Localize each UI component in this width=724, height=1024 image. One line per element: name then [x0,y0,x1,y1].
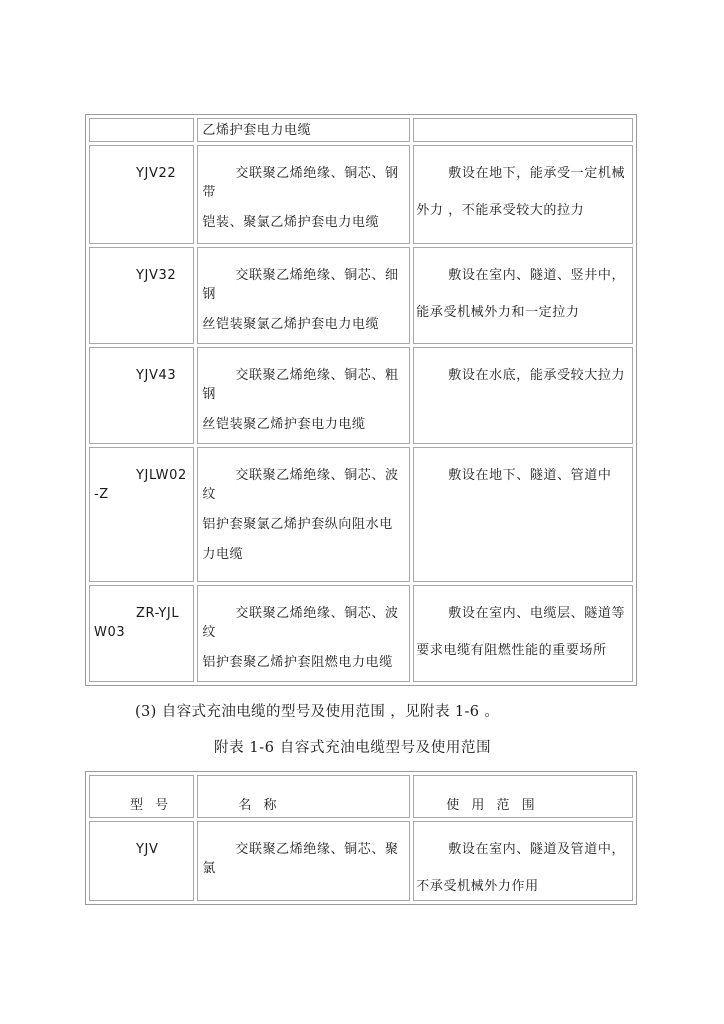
header-cell-name [197,775,410,818]
table-row [89,447,633,582]
usage-text: 敷设在室内、隧道及管道中， [448,842,626,857]
model-text: ZR-YJLW03 [94,606,180,640]
name-text: 力电缆 [202,547,244,562]
usage-text: 外力 ，不能承受较大的拉力 [416,203,585,218]
usage-cell [413,247,633,344]
name-text: 交联聚乙烯绝缘、铜芯、钢带 [202,166,399,200]
model-cell [89,821,194,901]
name-cell [197,145,410,244]
header-label: 型 号 [130,798,173,813]
usage-text: 要求电缆有阻燃性能的重要场所 [416,643,607,658]
usage-cell [413,821,633,901]
usage-cell [413,145,633,244]
table-row [89,247,633,344]
usage-text: 敷设在室内、隧道、竖井中， [448,268,626,283]
model-cell [89,247,194,344]
model-cell [89,145,194,244]
usage-text: 敷设在水底，能承受较大拉力 [448,368,626,383]
usage-text: 不承受机械外力作用 [416,879,539,894]
header-cell-usage [413,775,633,818]
name-text: 铠装、聚氯乙烯护套电力电缆 [202,215,380,230]
name-text: 乙烯护套电力电缆 [202,123,312,138]
table-row [89,347,633,444]
name-text: 铝护套聚乙烯护套阻燃电力电缆 [202,655,393,670]
usage-cell [413,585,633,682]
model-cell [89,585,194,682]
usage-text: 能承受机械外力和一定拉力 [416,305,580,320]
name-cell [197,347,410,444]
model-text: YJV [136,842,159,857]
name-cell [197,821,410,901]
model-cell [89,447,194,582]
usage-text: 敷设在室内、电缆层、隧道等 [448,606,626,621]
name-text: 交联聚乙烯绝缘、铜芯、聚氯 [202,842,399,876]
header-label: 名 称 [238,798,281,813]
table-row [89,585,633,682]
name-text: 交联聚乙烯绝缘、铜芯、波纹 [202,606,399,640]
header-label: 使 用 范 围 [446,798,539,813]
name-text: 交联聚乙烯绝缘、铜芯、细钢 [202,268,399,302]
name-text: 交联聚乙烯绝缘、铜芯、波纹 [202,468,399,502]
model-cell [89,347,194,444]
usage-text: 敷设在地下、隧道、管道中 [448,468,612,483]
name-text: 丝铠装聚氯乙烯护套电力电缆 [202,317,380,332]
table-row [89,821,633,901]
name-cell [197,247,410,344]
usage-cell [413,447,633,582]
usage-cell [413,118,633,142]
table-caption: 附表 1-6 自容式充油电缆型号及使用范围 [214,740,492,756]
usage-text: 敷设在地下，能承受一定机械 [448,166,626,181]
table-row [89,118,633,142]
body-paragraph: (3) 自容式充油电缆的型号及使用范围 ，见附表 1-6 。 [135,704,500,720]
name-text: 交联聚乙烯绝缘、铜芯、粗钢 [202,368,399,402]
model-text: YJV32 [136,268,177,283]
model-text: YJV22 [136,166,177,181]
table-header-row [89,775,633,818]
model-text: YJLW02-Z [94,468,187,502]
header-cell-model [89,775,194,818]
name-cell [197,118,410,142]
name-cell [197,585,410,682]
cable-table-continued [85,114,637,686]
model-text: YJV43 [136,368,177,383]
oil-filled-cable-table [85,771,637,905]
name-text: 丝铠装聚乙烯护套电力电缆 [202,417,366,432]
model-cell [89,118,194,142]
name-text: 铝护套聚氯乙烯护套纵向阻水电 [202,517,393,532]
table-row [89,145,633,244]
usage-cell [413,347,633,444]
name-cell [197,447,410,582]
